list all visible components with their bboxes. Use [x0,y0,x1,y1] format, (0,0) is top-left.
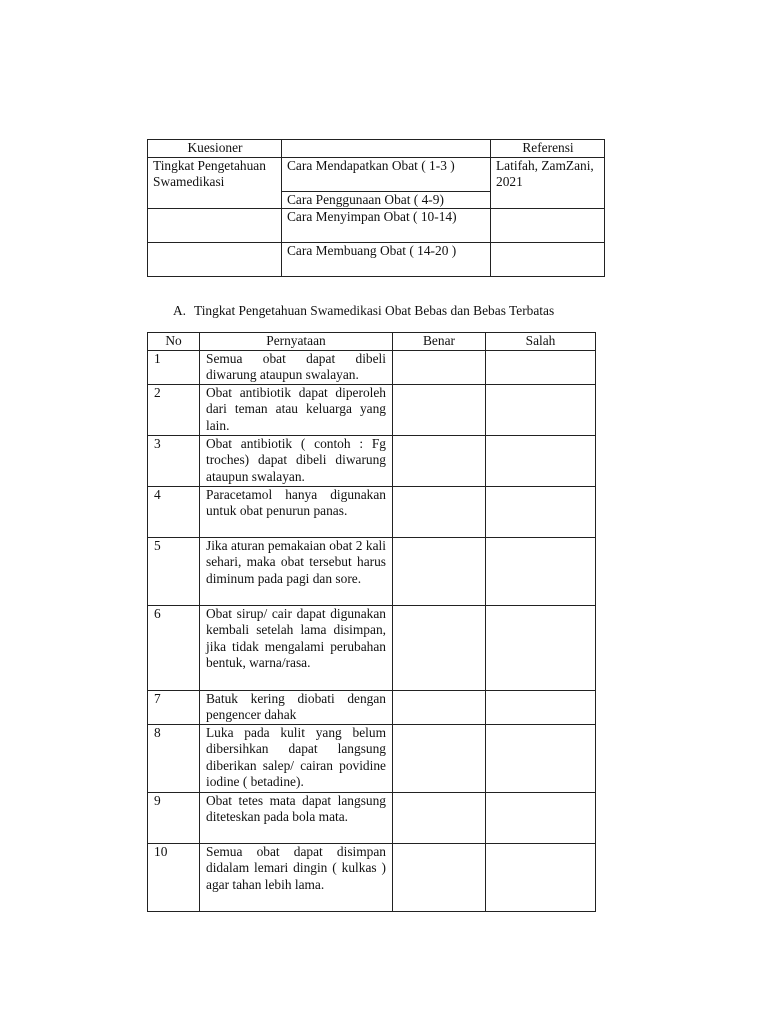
statement-text: Batuk kering diobati dengan pengencer dahak [200,690,393,724]
table-row [148,843,596,911]
benar-answer-cell[interactable] [393,537,486,605]
table-row [148,724,596,792]
salah-answer-cell[interactable] [486,350,596,384]
benar-answer-cell[interactable] [393,350,486,384]
salah-answer-cell[interactable] [486,792,596,843]
section-label: A. [173,303,187,318]
item-cell: Cara Menyimpan Obat ( 10-14) [282,209,491,243]
header-referensi: Referensi [491,140,605,158]
benar-answer-cell[interactable] [393,435,486,486]
table-row [148,384,596,435]
header-kuesioner: Kuesioner [148,140,282,158]
empty-cell [491,243,605,277]
benar-answer-cell[interactable] [393,605,486,690]
benar-answer-cell[interactable] [393,486,486,537]
benar-answer-cell[interactable] [393,724,486,792]
statement-text: Jika aturan pemakaian obat 2 kali sehari, maka obat tersebut harus diminum pada pagi dan sore. [200,537,393,605]
reference-cell: Latifah, ZamZani, 2021 [491,157,605,209]
row-number: 8 [148,724,200,792]
salah-answer-cell[interactable] [486,605,596,690]
benar-answer-cell[interactable] [393,843,486,911]
salah-answer-cell[interactable] [486,435,596,486]
row-number: 6 [148,605,200,690]
empty-cell [148,243,282,277]
row-number: 3 [148,435,200,486]
category-cell: Tingkat Pengetahuan Swamedikasi [148,157,282,209]
salah-answer-cell[interactable] [486,537,596,605]
benar-answer-cell[interactable] [393,690,486,724]
row-number: 5 [148,537,200,605]
salah-answer-cell[interactable] [486,843,596,911]
statement-text: Obat sirup/ cair dapat digunakan kembali setelah lama disimpan, jika tidak mengalami perubahan bentuk, warna/rasa. [200,605,393,690]
row-number: 1 [148,350,200,384]
table-row [148,486,596,537]
statement-text: Semua obat dapat dibeli diwarung ataupun swalayan. [200,350,393,384]
table-row [148,435,596,486]
benar-answer-cell[interactable] [393,792,486,843]
statement-text: Obat tetes mata dapat langsung diteteskan pada bola mata. [200,792,393,843]
table-row [148,792,596,843]
row-number: 4 [148,486,200,537]
section-title: Tingkat Pengetahuan Swamedikasi Obat Bebas dan Bebas Terbatas [194,303,555,318]
salah-answer-cell[interactable] [486,724,596,792]
header-benar: Benar [393,333,486,351]
item-cell: Cara Mendapatkan Obat ( 1-3 ) [282,157,491,191]
statement-text: Luka pada kulit yang belum dibersihkan dapat langsung diberikan salep/ cairan povidine iodine ( betadine). [200,724,393,792]
statement-text: Obat antibiotik dapat diperoleh dari teman atau keluarga yang lain. [200,384,393,435]
empty-cell [148,209,282,243]
header-no: No [148,333,200,351]
table-row [148,537,596,605]
table-row [148,350,596,384]
item-cell: Cara Membuang Obat ( 14-20 ) [282,243,491,277]
statement-table [147,332,596,912]
statement-text: Paracetamol hanya digunakan untuk obat penurun panas. [200,486,393,537]
row-number: 10 [148,843,200,911]
row-number: 9 [148,792,200,843]
questionnaire-reference-table [147,139,605,277]
table-row [148,690,596,724]
row-number: 7 [148,690,200,724]
header-empty [282,140,491,158]
section-heading [173,303,554,319]
header-pernyataan: Pernyataan [200,333,393,351]
salah-answer-cell[interactable] [486,384,596,435]
table-row [148,605,596,690]
header-salah: Salah [486,333,596,351]
row-number: 2 [148,384,200,435]
salah-answer-cell[interactable] [486,690,596,724]
item-cell: Cara Penggunaan Obat ( 4-9) [282,191,491,209]
benar-answer-cell[interactable] [393,384,486,435]
statement-text: Obat antibiotik ( contoh : Fg troches) dapat dibeli diwarung ataupun swalayan. [200,435,393,486]
empty-cell [491,209,605,243]
salah-answer-cell[interactable] [486,486,596,537]
statement-text: Semua obat dapat disimpan didalam lemari dingin ( kulkas ) agar tahan lebih lama. [200,843,393,911]
